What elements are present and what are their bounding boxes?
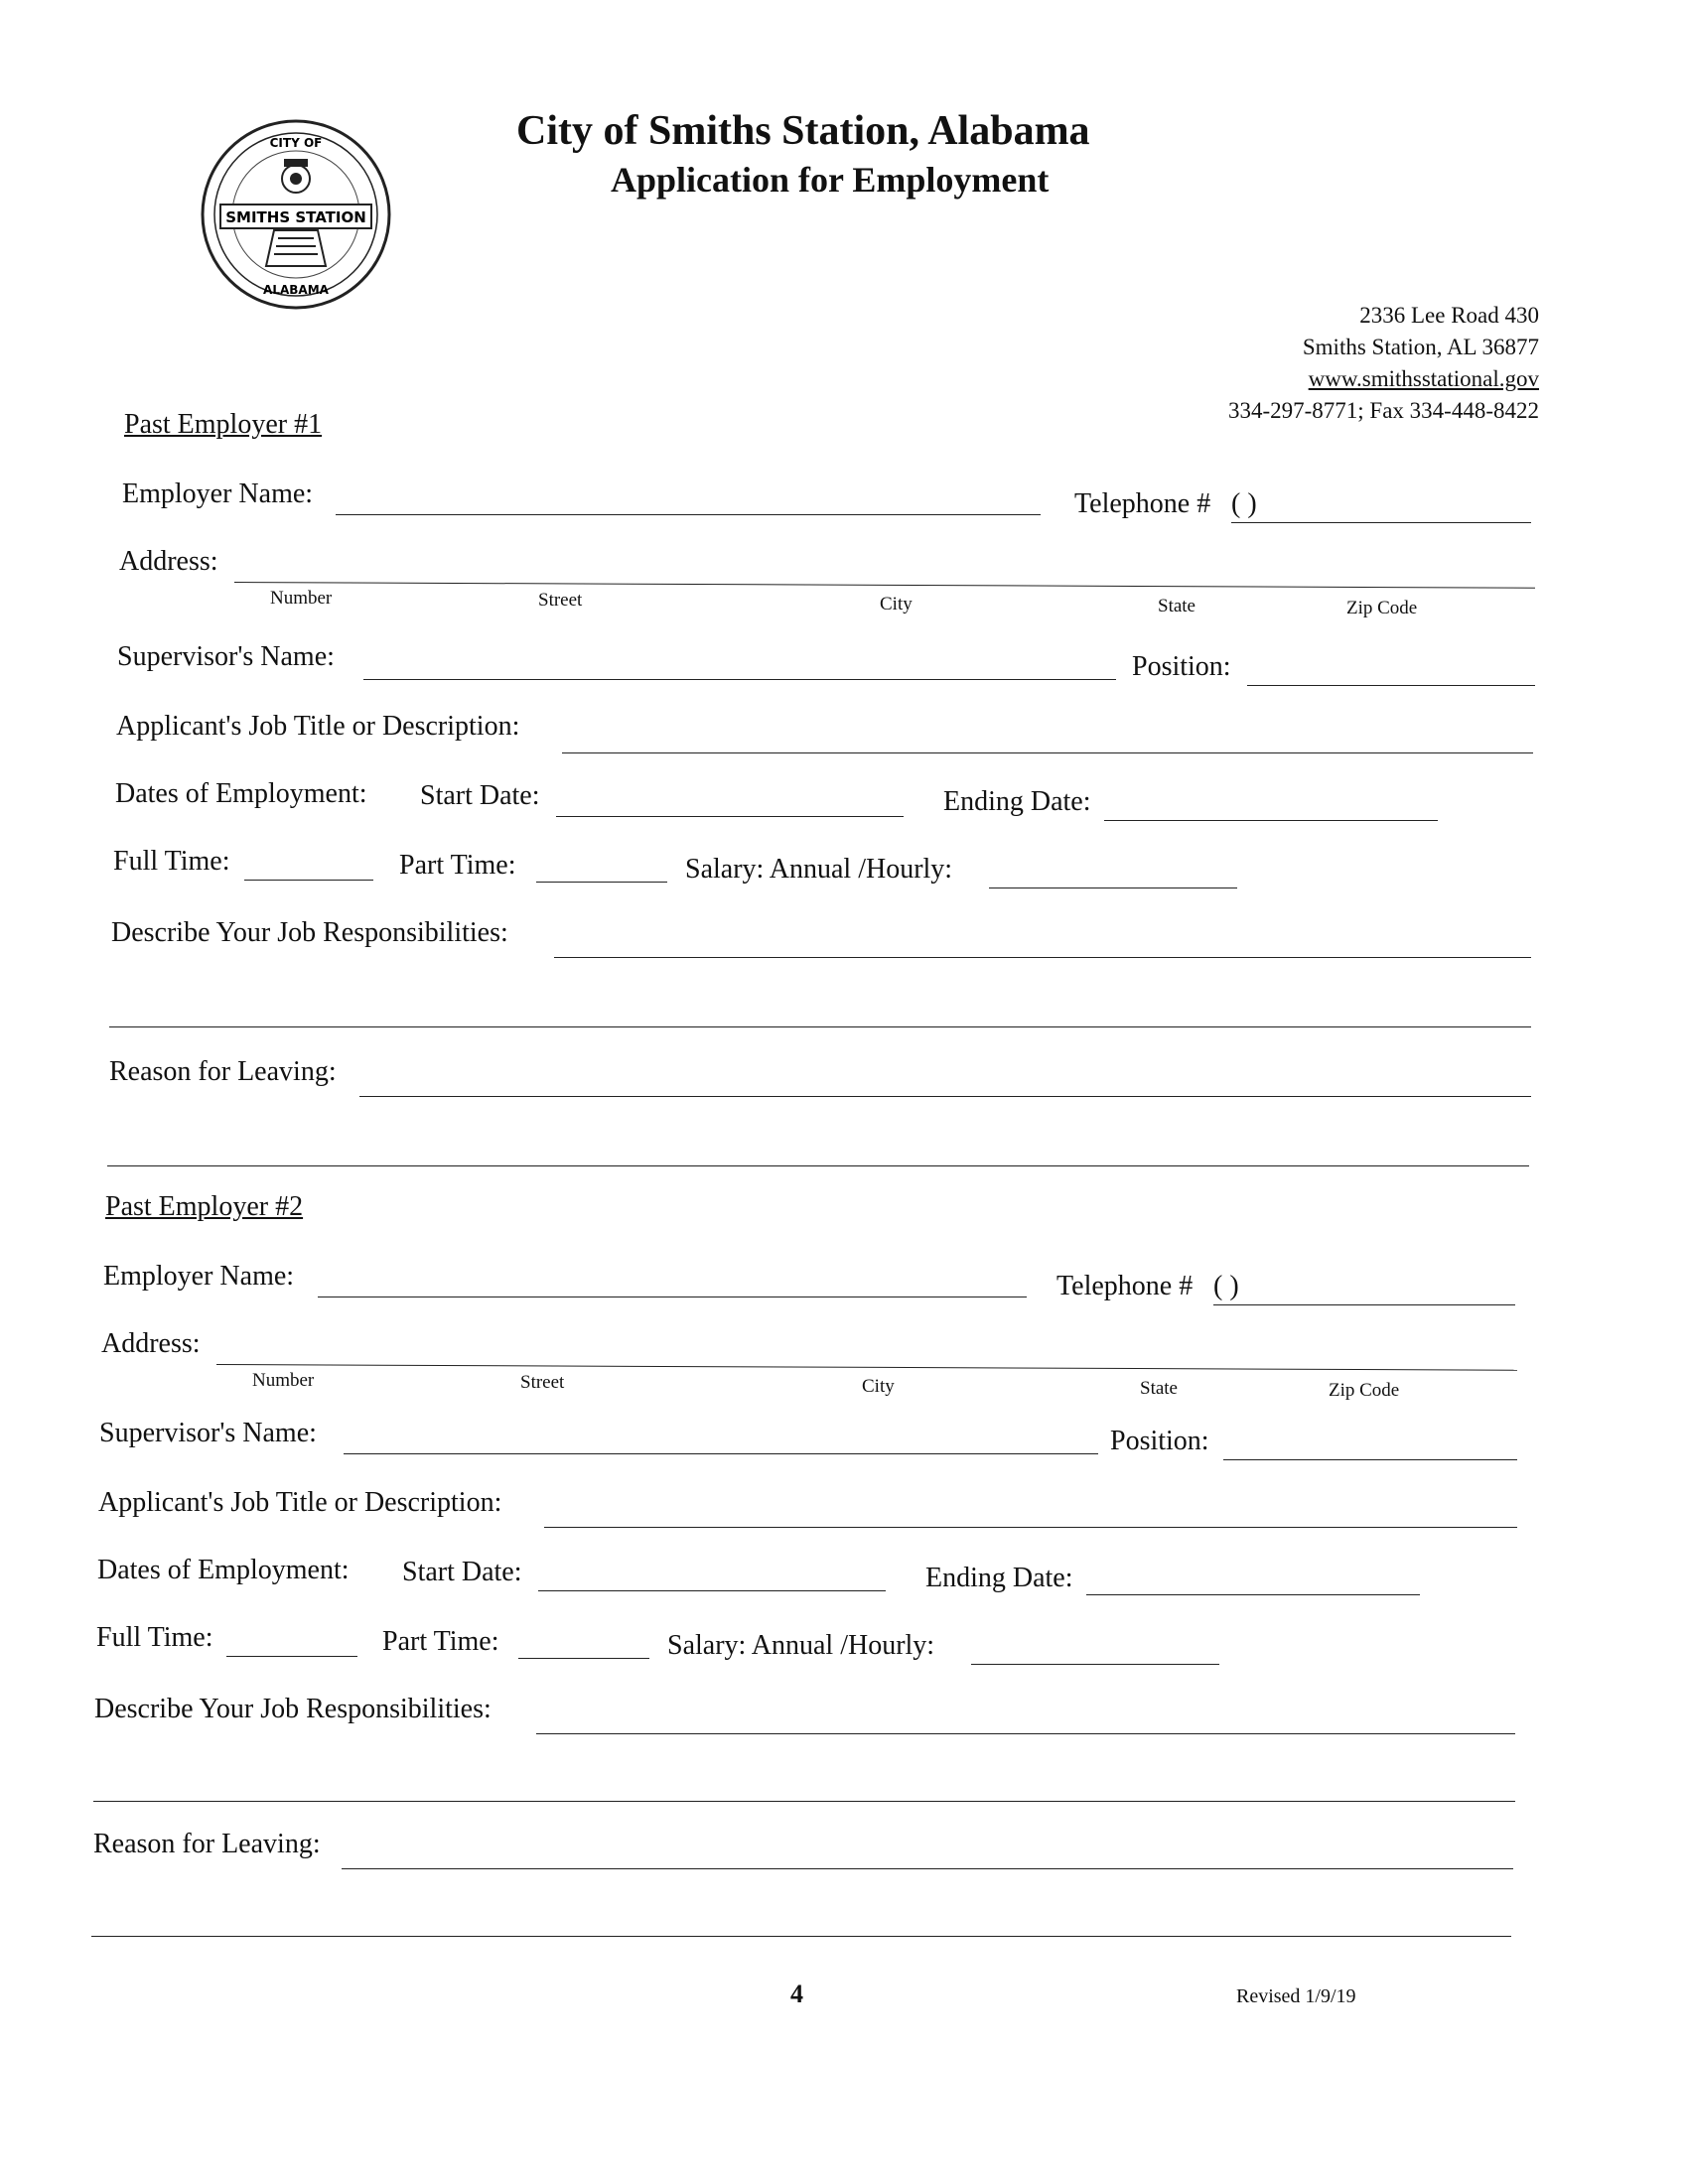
position-label: Position:	[1132, 651, 1231, 682]
reason-field[interactable]	[359, 1096, 1531, 1097]
start-date-label: Start Date:	[402, 1557, 522, 1587]
address-line1: 2336 Lee Road 430	[1359, 303, 1539, 328]
address-label: Address:	[101, 1328, 201, 1359]
full-time-label: Full Time:	[113, 846, 230, 877]
employer-name-label: Employer Name:	[103, 1261, 295, 1292]
revision-date: Revised 1/9/19	[1236, 1985, 1356, 2007]
section-title: Past Employer #1	[124, 409, 323, 440]
part-time-field[interactable]	[518, 1658, 649, 1659]
start-date-field[interactable]	[538, 1590, 886, 1591]
svg-text:SMITHS STATION: SMITHS STATION	[225, 208, 366, 226]
city-sublabel: City	[880, 594, 913, 614]
ending-date-label: Ending Date:	[943, 786, 1091, 817]
telephone-field[interactable]	[1231, 522, 1531, 523]
telephone-field[interactable]	[1213, 1304, 1515, 1305]
employer-name-label: Employer Name:	[122, 478, 314, 509]
state-sublabel: State	[1158, 596, 1196, 616]
section-title: Past Employer #2	[105, 1191, 304, 1222]
phone-fax: 334-297-8771; Fax 334-448-8422	[1227, 398, 1539, 423]
salary-label: Salary: Annual /Hourly:	[685, 854, 953, 885]
document-subtitle: Application for Employment	[611, 160, 1050, 200]
address-field[interactable]	[216, 1364, 1517, 1371]
address-field[interactable]	[234, 582, 1535, 589]
full-time-field[interactable]	[244, 880, 373, 881]
responsibilities-field-line2[interactable]	[93, 1801, 1515, 1802]
zip-sublabel: Zip Code	[1346, 598, 1418, 618]
website-link[interactable]: www.smithsstational.gov	[1308, 366, 1539, 391]
reason-field[interactable]	[342, 1868, 1513, 1869]
telephone-label: Telephone #	[1074, 488, 1211, 519]
employer-name-field[interactable]	[336, 514, 1041, 515]
document-title: City of Smiths Station, Alabama	[516, 108, 1090, 154]
reason-field-line2[interactable]	[91, 1936, 1511, 1937]
start-date-field[interactable]	[556, 816, 904, 817]
job-title-field[interactable]	[544, 1527, 1517, 1528]
area-code-paren: ( )	[1231, 488, 1257, 519]
responsibilities-field-line2[interactable]	[109, 1026, 1531, 1027]
ending-date-field[interactable]	[1086, 1594, 1420, 1595]
supervisor-field[interactable]	[344, 1453, 1098, 1454]
address-line2: Smiths Station, AL 36877	[1302, 335, 1539, 359]
reason-field-line2[interactable]	[107, 1165, 1529, 1166]
city-sublabel: City	[862, 1376, 895, 1397]
position-label: Position:	[1110, 1426, 1209, 1456]
supervisor-label: Supervisor's Name:	[99, 1418, 317, 1448]
position-field[interactable]	[1223, 1459, 1517, 1460]
start-date-label: Start Date:	[420, 780, 540, 811]
responsibilities-field[interactable]	[536, 1733, 1515, 1734]
job-title-label: Applicant's Job Title or Description:	[116, 711, 520, 742]
reason-label: Reason for Leaving:	[93, 1829, 321, 1859]
contact-block	[1092, 300, 1539, 427]
city-seal-logo	[199, 117, 393, 312]
salary-field[interactable]	[989, 887, 1237, 888]
state-sublabel: State	[1140, 1378, 1178, 1399]
part-time-label: Part Time:	[382, 1626, 499, 1657]
salary-label: Salary: Annual /Hourly:	[667, 1630, 935, 1661]
number-sublabel: Number	[270, 588, 333, 609]
job-title-field[interactable]	[562, 752, 1533, 753]
full-time-label: Full Time:	[96, 1622, 213, 1653]
position-field[interactable]	[1247, 685, 1535, 686]
responsibilities-label: Describe Your Job Responsibilities:	[111, 917, 508, 948]
responsibilities-field[interactable]	[554, 957, 1531, 958]
page-number: 4	[790, 1979, 803, 2008]
responsibilities-label: Describe Your Job Responsibilities:	[94, 1694, 492, 1724]
telephone-label: Telephone #	[1056, 1271, 1194, 1301]
area-code-paren: ( )	[1213, 1271, 1239, 1301]
ending-date-label: Ending Date:	[925, 1563, 1073, 1593]
supervisor-label: Supervisor's Name:	[117, 641, 335, 672]
full-time-field[interactable]	[226, 1656, 357, 1657]
dates-label: Dates of Employment:	[97, 1555, 350, 1585]
street-sublabel: Street	[520, 1372, 565, 1393]
number-sublabel: Number	[252, 1370, 315, 1391]
street-sublabel: Street	[538, 590, 583, 611]
svg-text:ALABAMA: ALABAMA	[263, 283, 329, 297]
supervisor-field[interactable]	[363, 679, 1116, 680]
reason-label: Reason for Leaving:	[109, 1056, 337, 1087]
address-label: Address:	[119, 546, 218, 577]
ending-date-field[interactable]	[1104, 820, 1438, 821]
salary-field[interactable]	[971, 1664, 1219, 1665]
part-time-field[interactable]	[536, 882, 667, 883]
job-title-label: Applicant's Job Title or Description:	[98, 1487, 502, 1518]
part-time-label: Part Time:	[399, 850, 516, 881]
svg-text:CITY OF: CITY OF	[269, 136, 323, 150]
zip-sublabel: Zip Code	[1329, 1380, 1400, 1401]
dates-label: Dates of Employment:	[115, 778, 367, 809]
